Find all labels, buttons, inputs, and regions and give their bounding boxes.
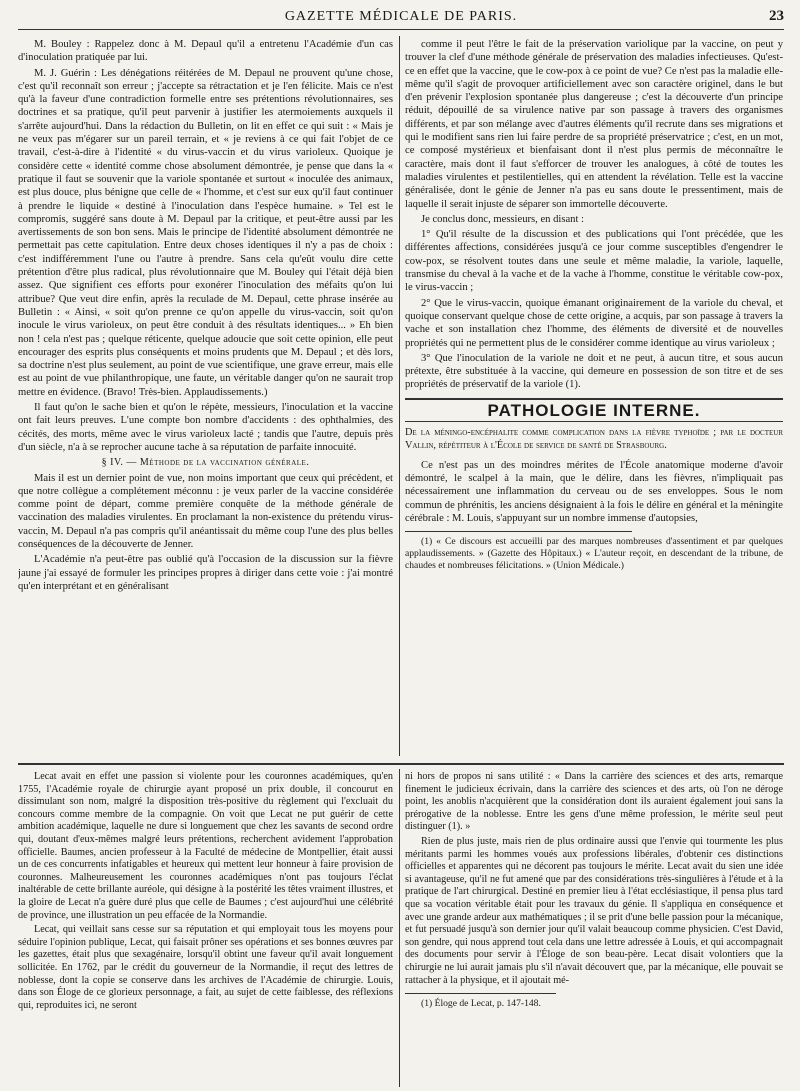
feuilleton-divider: [18, 763, 784, 765]
paragraph: Lecat, qui veillait sans cesse sur sa réputation et qui employait tous les moyens pour séduire l'opinion publique, Lecat, qui faisait prôner ses opérations et ses bonnes œuvres par les gazettes, était plus que sexagénaire, lorsqu'il obtint une faveur qu'il avait longuement sollicitée. En 1762, par le crédit du gouverneur de la Normandie, il reçut des lettres de noblesse, dont la copie se conserve dans les archives de l'Académie de chirurgie. Louis, dans son Éloge de ce glorieux personnage, a fait, au sujet de cette faiblesse, des réflexions qui, reproduites ici, ne seront: [18, 924, 393, 1011]
paragraph: ni hors de propos ni sans utilité : « Dans la carrière des sciences et des arts, remarque finement le judicieux écrivain, dans la carrière des sciences et des arts, où l'on ne déroge point, les anoblis n'acquièrent que la considération dont ils auraient également joui sans la prérogative de la noblesse. Entre les gens d'une même profession, le mérite seul peut distinguer (1). »: [405, 771, 783, 833]
footnote-rule: [405, 993, 556, 994]
paragraph: Je conclus donc, messieurs, en disant :: [421, 213, 584, 225]
column-divider: [399, 36, 400, 756]
paragraph: comme il peut l'être le fait de la préservation variolique par la vaccine, on peut y trouver la clef d'une méthode générale de préservation des maladies infectieuses. Qu'est-ce en effet que la vaccine, que le cow-pox à ce point de vue? Ce n'est pas la maladie elle-même qu'il s'agit de provoquer artificiellement avec son caractère originel, dans le but d'en prévenir l'explosion spontanée plus dangereuse ; c'est la découverte d'un principe réduit, dépouillé de sa virulence native par son passage à travers des organismes différents, et par son mélange avec d'autres éléments qu'il recrute dans ses migrations et qui le modifient sans rien lui faire perdre de sa propriété préservatrice ; c'est, en un mot, ce composé mystérieux et bienfaisant dont il n'est plus permis de méconnaître le caractère, mais dont il faut s'efforcer de trouver les analogues, à côté de toutes les maladies virulentes et pestilentielles, qui en attendent la révélation. Telle est la vaccine généralisée, dont le génie de Jenner n'a pas eu sans doute le pressentiment, mais de laquelle il serait injuste de séparer son immortelle découverte.: [405, 39, 783, 210]
paragraph: Mais il est un dernier point de vue, non moins important que ceux qui précèdent, et que notre collègue a complétement méconnu : je veux parler de la vaccine considérée comme point de départ, comme première conquête de la méthode générale de vaccination des maladies virulentes. En proclamant la non-existence du prétendu virus-vaccin, M. Depaul n'a pas compris qu'il anéantissait du même coup l'une des plus belles conséquences de la découverte de Jenner.: [18, 472, 393, 550]
article-title: De la méningo-encéphalite comme complication dans la fièvre typhoïde ; par le docteur Vallin, répétiteur à l'École de service de santé de Strasbourg.: [405, 427, 783, 452]
conclusion-item: 1° Qu'il résulte de la discussion et des publications qui l'ont précédée, que les différentes affections, considérées jusqu'à ce jour comme susceptibles d'engendrer le cow-pox, se résolvent toutes dans une seule et même maladie, la variole, laquelle, transmise du cheval à la vache et de la vache à l'homme, constitue le véritable cow-pox, le virus-vaccin ;: [405, 229, 783, 294]
column-divider: [399, 769, 400, 1087]
footnote: (1) « Ce discours est accueilli par des marques nombreuses d'assentiment et par quelques applaudissements. » (Gazette des Hôpitaux.) « L'auteur reçoit, en descendant de la tribune, de chaudes et nombreuses félicitations. » (Union Médicale.): [405, 536, 783, 572]
page-header: [18, 7, 784, 30]
feuilleton-right-column: [405, 771, 783, 1087]
page-number: 23: [769, 8, 784, 24]
paragraph: M. J. Guérin : Les dénégations réitérées de M. Depaul ne prouvent qu'une chose, c'est qu'il reconnaît son erreur ; j'accepte sa rétractation et je l'en félicite. Mais ce n'est qu'à la faveur d'une contradiction formelle entre ses prétentions révolutionnaires, ses doctrines et sa pratique, qu'il peut parvenir à justifier les atermoiements auxquels il s'arrête aujourd'hui. Dans la rédaction du Bulletin, on lit en effet ce qui suit : « Mais je ne veux pas m'égarer sur un pareil terrain, et « je reviens à ce qui fait l'objet de ce travail, c'est-à-dire à l'identité « du virus-vaccin et du virus varioleux. Quoique je considère cette « identité comme chose absolument démontrée, je pense que dans la « pratique il faut se souvenir que la variole spontanée et surtout « inoculée des animaux, est plus douce, plus bénigne que celle de « l'homme, et c'est sur eux qu'il faut continuer à prendre le liquide « destiné à l'inoculation dans l'espèce humaine. » Tel est le compromis, suggéré sans doute à M. Depaul par la critique, et peut-être aussi par les avertissements de son bon sens. Mais le principe de l'identité absolument démontrée ne permettait pas cette capitulation. Entre deux choses identiques il n'y a pas de choix : c'est indifféremment l'une ou l'autre à prendre. Sans cela qu'eût voulu dire cette prétention d'être plus radical, plus révolutionnaire que M. Bouley qui l'était déjà bien assez. Que signifient ces efforts pour exonérer l'inoculation des méfaits qu'on lui attribue? Que veut dire enfin, après la reculade de M. Depaul, cette phrase insérée au Bulletin : « Ainsi, « soit qu'on prenne ce qu'on appelle du virus-vaccin, soit qu'on inocule le virus varioleux, on peut être conduit à des résultats identiques... » Eh bien non ! cela n'est pas ; quelque réticente, quelque adoucie que soit cette opinion, elle peut encourager des esprits plus conséquents et moins prudents que M. Depaul ; et dès lors, sa doctrine n'est plus seulement, au point de vue scientifique, une grave erreur, mais elle est au point de vue philanthropique, une faute, un véritable danger qu'on ne saurait trop mettre en évidence. (Bravo! Très-bien. Applaudissements.): [18, 67, 393, 398]
paragraph: Lecat avait en effet une passion si violente pour les couronnes académiques, qu'en 1755, l'Académie royale de chirurgie ayant proposé un prix double, il concourut en dissimulant son nom, malgré la disposition très-positive du règlement qui l'excluait du concours comme membre de la compagnie. On voit que Lecat ne put guérir de cette ambition académique, laquelle ne dure si longuement que chez les savants de second ordre qui, doutant d'eux-mêmes malgré leurs prétentions, recherchent avidement l'approbation officielle. Baumes, ancien professeur à la Faculté de médecine de Montpellier, était aussi un de ces concurrents infatigables et heureux qui mettent leur honneur à faire provision de couronnes. Malheureusement les couronnes académiques n'ont pas toujours l'éclat inaltérable de cette brillante auréole, qui désigne à la postérité les têtes vraiment illustres, et la gloire de Lecat n'a guère duré plus que celle de Baumes ; c'est aujourd'hui une célébrité de province, une illustration un peu effacée de la Normandie.: [18, 771, 393, 921]
section-banner: PATHOLOGIE INTERNE.: [405, 398, 783, 422]
journal-title: GAZETTE MÉDICALE DE PARIS.: [284, 9, 518, 24]
paragraph: Ce n'est pas un des moindres mérites de l'École anatomique moderne d'avoir démontré, le scalpel à la main, que le délire, dans les fièvres, n'impliquait pas nécessairement une inflammation du cerveau ou de ses enveloppes. Sous le nom commun de phrénitis, les anciens désignaient à la fois le délire en général et la méningite cérébrale : M. Louis, s'appuyant sur un nombre immense d'autopsies,: [405, 459, 783, 524]
paragraph: Rien de plus juste, mais rien de plus ordinaire aussi que l'envie qui tourmente les plus méritants parmi les hommes voués aux professions libérales, d'obtenir ces distinctions officielles et apparentes qui ne décorent pas toujours le mérite. Lecat avait du sien une idée si avantageuse, qu'il ne fut amené que par des considérations très-singulières à l'étude et à la pratique de l'art chirurgical. Destiné en premier lieu à l'état ecclésiastique, il pensa plus tard que sa vocation véritable était pour les travaux du génie. Il s'appliqua en conséquence et avec une grande ardeur aux mathématiques ; il se prit d'une belle passion pour la mécanique, et fut persuadé jusqu'à son dernier jour qu'il valait beaucoup comme physicien. C'est David, son gendre, qui nous apprend tout cela dans une lettre adressée à Louis, et qui accompagnait des documents pour servir à l'Éloge de son beau-père. Lecat disait volontiers que la chirurgie ne lui aurait jamais plu s'il n'avait découvert que, par la mécanique, elle pouvait se rattacher à la physique, et il ajoutait mé-: [405, 835, 783, 986]
section-heading: § IV. — Méthode de la vaccination générale.: [101, 457, 310, 469]
right-column: [405, 38, 783, 756]
paragraph: L'Académie n'a peut-être pas oublié qu'à l'occasion de la discussion sur la fièvre jaune j'ai essayé de formuler les principes propres à diriger dans cette voie : j'ai montré qu'en interprétant et en généralisant: [18, 554, 393, 592]
paragraph: M. Bouley : Rappelez donc à M. Depaul qu'il a entretenu l'Académie d'un cas d'inoculation pratiquée par lui.: [18, 39, 393, 64]
conclusion-item: 3° Que l'inoculation de la variole ne doit et ne peut, à aucun titre, et sous aucun prétexte, être substituée à la vaccine, qui demeure en possession de son titre et de ses propriétés de préservatif de la variole (1).: [405, 352, 783, 391]
left-column: [18, 38, 393, 756]
feuilleton-left-column: [18, 771, 393, 1087]
conclusion-item: 2° Que le virus-vaccin, quoique émanant originairement de la variole du cheval, et quoique conservant quelque chose de cette origine, a acquis, par son passage à travers la vache et son installation chez l'homme, des éléments de diversité et de nouvelles propriétés qui ne permettent plus de le considérer comme identique au virus varioleux ;: [405, 297, 783, 349]
footnote-rule: [405, 531, 632, 532]
paragraph: Il faut qu'on le sache bien et qu'on le répète, messieurs, l'inoculation et la vaccine ont fait leurs preuves. L'une compte bon nombre d'accidents : des ophthalmies, des cécités, des morts, même avec le virus varioleux lacté ; tandis que l'autre, depuis près d'un siècle, n'a à se reprocher aucune tache à sa réputation de parfaite innocuité.: [18, 402, 393, 453]
footnote: (1) Éloge de Lecat, p. 147-148.: [421, 998, 541, 1010]
